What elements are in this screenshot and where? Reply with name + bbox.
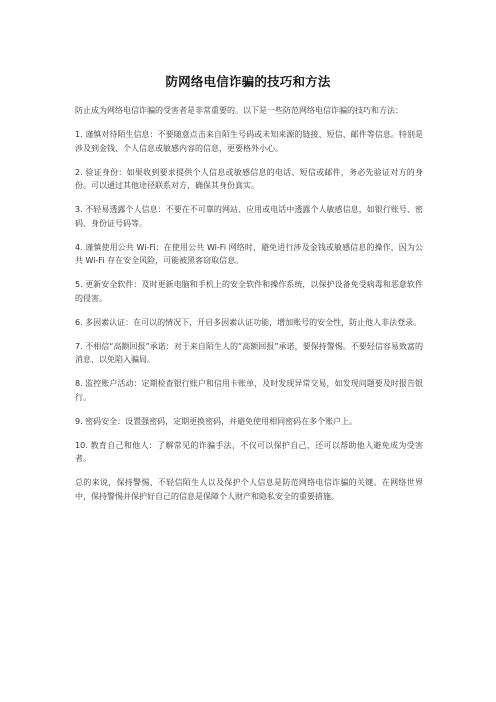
list-item: 10. 教育自己和他人：了解常见的诈骗手法，不仅可以保护自己，还可以帮助他人避免成为受害者。 [75, 440, 423, 463]
list-item: 4. 谨慎使用公共 Wi-Fi：在使用公共 Wi-Fi 网络时，避免进行涉及金钱或敏感信息的操作，因为公共 Wi-Fi 存在安全风险，可能被黑客窃取信息。 [75, 242, 423, 265]
document-body [75, 104, 423, 514]
intro-paragraph: 防止成为网络电信诈骗的受害者是非常重要的。以下是一些防范网络电信诈骗的技巧和方法： [75, 106, 403, 115]
document-title: 防网络电信诈骗的技巧和方法 [165, 74, 331, 89]
list-item: 9. 密码安全：设置强密码，定期更换密码，并避免使用相同密码在多个账户上。 [75, 416, 358, 426]
list-item: 7. 不相信“高额回报”承诺：对于来自陌生人的“高额回报”承诺，要保持警惕。不要轻信容易致富的消息，以免陷入骗局。 [75, 341, 423, 364]
list-item: 1. 谨慎对待陌生信息：不要随意点击来自陌生号码或未知来源的链接、短信、邮件等信息。特别是涉及到金钱、个人信息或敏感内容的信息，更要格外小心。 [75, 130, 423, 153]
list-item: 5. 更新安全软件：及时更新电脑和手机上的安全软件和操作系统，以保护设备免受病毒和恶意软件的侵害。 [75, 280, 423, 303]
list-item: 3. 不轻易透露个人信息：不要在不可靠的网站、应用或电话中透露个人敏感信息，如银行账号、密码、身份证号码等。 [75, 205, 423, 228]
conclusion-paragraph: 总的来说，保持警惕、不轻信陌生人以及保护个人信息是防范网络电信诈骗的关键。在网络世界中，保持警惕并保护好自己的信息是保障个人财产和隐私安全的重要措施。 [75, 478, 423, 501]
list-item: 8. 监控账户活动：定期检查银行账户和信用卡账单，及时发现异常交易，如发现问题要及时报告银行。 [75, 379, 423, 402]
list-item: 2. 验证身份：如果收到要求提供个人信息或敏感信息的电话、短信或邮件，务必先验证对方的身份。可以通过其他途径联系对方，确保其身份真实。 [75, 167, 423, 190]
list-item: 6. 多因素认证：在可以的情况下，开启多因素认证功能，增加账号的安全性，防止他人非法登录。 [75, 317, 422, 327]
